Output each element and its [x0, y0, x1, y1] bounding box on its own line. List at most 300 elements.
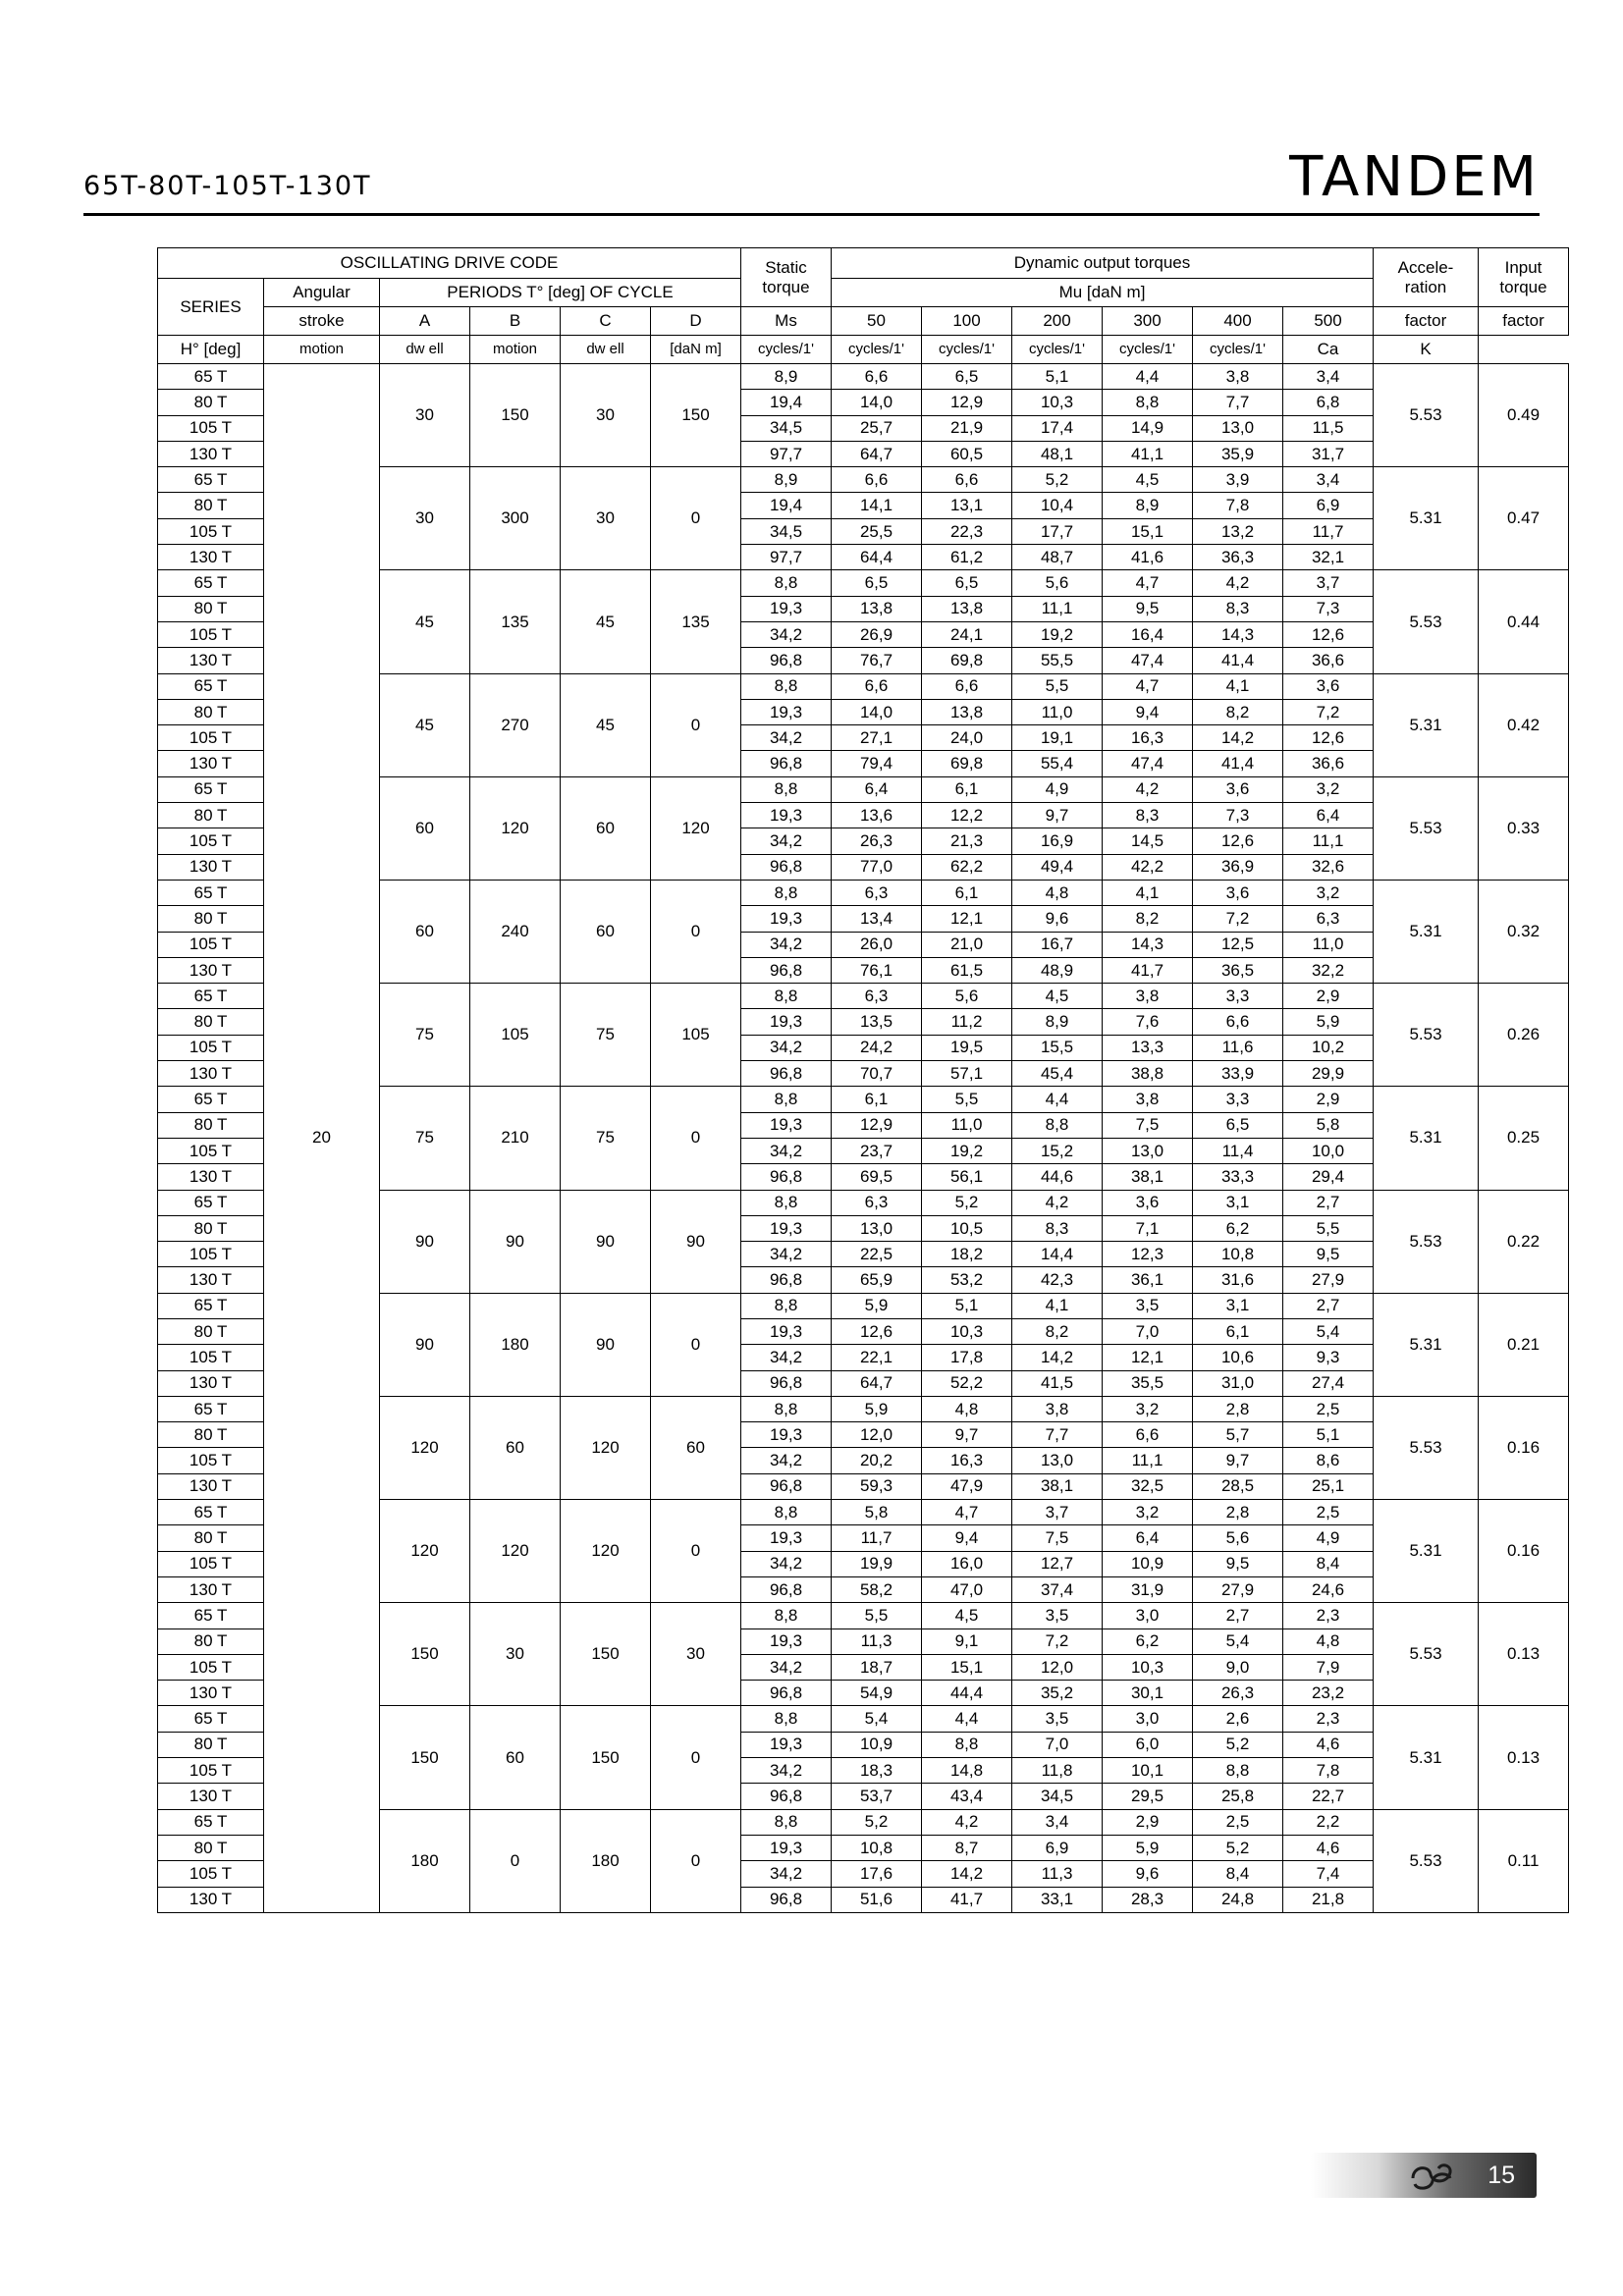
- cell-mu-100: 5,6: [922, 984, 1012, 1009]
- cell-mu-300: 7,6: [1103, 1009, 1193, 1035]
- cell-mu-200: 7,7: [1012, 1422, 1103, 1448]
- cell-series: 65 T: [158, 467, 264, 493]
- cell-series: 130 T: [158, 441, 264, 466]
- cell-static-torque: 96,8: [741, 1473, 832, 1499]
- cell-mu-100: 10,3: [922, 1318, 1012, 1344]
- cell-series: 80 T: [158, 906, 264, 932]
- cell-mu-200: 9,7: [1012, 803, 1103, 828]
- cell-mu-300: 10,1: [1103, 1758, 1193, 1784]
- cell-mu-200: 4,2: [1012, 1190, 1103, 1215]
- cell-mu-200: 35,2: [1012, 1681, 1103, 1706]
- cell-mu-100: 14,2: [922, 1861, 1012, 1887]
- cell-mu-50: 6,4: [832, 776, 922, 802]
- cell-mu-100: 53,2: [922, 1267, 1012, 1293]
- cell-mu-300: 3,0: [1103, 1603, 1193, 1629]
- cell-period-c: 30: [561, 467, 651, 570]
- cell-mu-50: 20,2: [832, 1448, 922, 1473]
- cell-series: 65 T: [158, 570, 264, 596]
- cell-static-torque: 8,8: [741, 1809, 832, 1835]
- cell-static-torque: 96,8: [741, 1164, 832, 1190]
- cell-mu-300: 31,9: [1103, 1576, 1193, 1602]
- header-mu-unit-500: cycles/1': [1193, 336, 1283, 364]
- cell-mu-300: 4,7: [1103, 570, 1193, 596]
- cell-mu-200: 10,4: [1012, 493, 1103, 518]
- cell-mu-400: 36,3: [1193, 545, 1283, 570]
- cell-mu-400: 11,6: [1193, 1035, 1283, 1060]
- cell-mu-50: 14,1: [832, 493, 922, 518]
- cell-mu-100: 19,2: [922, 1138, 1012, 1163]
- cell-mu-400: 10,6: [1193, 1345, 1283, 1370]
- cell-mu-500: 2,3: [1283, 1706, 1374, 1732]
- cell-mu-400: 27,9: [1193, 1576, 1283, 1602]
- cell-mu-200: 55,5: [1012, 648, 1103, 673]
- cell-series: 65 T: [158, 984, 264, 1009]
- header-mu-100: 100: [922, 307, 1012, 336]
- cell-period-b: 270: [470, 673, 561, 776]
- cell-mu-50: 6,6: [832, 673, 922, 699]
- cell-mu-100: 47,0: [922, 1576, 1012, 1602]
- cell-period-c: 45: [561, 570, 651, 673]
- cell-mu-100: 4,4: [922, 1706, 1012, 1732]
- cell-mu-300: 11,1: [1103, 1448, 1193, 1473]
- cell-mu-200: 11,1: [1012, 596, 1103, 621]
- cell-mu-100: 5,1: [922, 1293, 1012, 1318]
- cell-input-torque-factor: 0.21: [1479, 1293, 1569, 1396]
- cell-mu-300: 16,4: [1103, 621, 1193, 647]
- cell-period-c: 60: [561, 880, 651, 983]
- header-series: SERIES: [158, 279, 264, 336]
- cell-mu-50: 64,7: [832, 441, 922, 466]
- cell-period-a: 120: [380, 1500, 470, 1603]
- cell-input-torque-factor: 0.32: [1479, 880, 1569, 983]
- cell-series: 130 T: [158, 854, 264, 880]
- cell-series: 105 T: [158, 518, 264, 544]
- cell-mu-300: 12,1: [1103, 1345, 1193, 1370]
- cell-mu-400: 24,8: [1193, 1887, 1283, 1912]
- header-static-torque: [741, 248, 832, 307]
- cell-mu-200: 16,7: [1012, 932, 1103, 957]
- cell-mu-500: 11,5: [1283, 415, 1374, 441]
- cell-mu-200: 19,2: [1012, 621, 1103, 647]
- cell-mu-100: 24,0: [922, 725, 1012, 751]
- cell-series: 80 T: [158, 803, 264, 828]
- cell-mu-50: 13,0: [832, 1215, 922, 1241]
- cell-mu-300: 8,9: [1103, 493, 1193, 518]
- cell-mu-50: 18,3: [832, 1758, 922, 1784]
- cell-mu-300: 10,9: [1103, 1551, 1193, 1576]
- cell-period-d: 0: [651, 1500, 741, 1603]
- cell-mu-300: 12,3: [1103, 1242, 1193, 1267]
- cell-period-a: 75: [380, 984, 470, 1087]
- cell-static-torque: 19,3: [741, 1112, 832, 1138]
- cell-static-torque: 34,2: [741, 1654, 832, 1680]
- header-col-a: A: [380, 307, 470, 336]
- cell-static-torque: 34,2: [741, 828, 832, 854]
- cell-mu-50: 12,6: [832, 1318, 922, 1344]
- cell-mu-200: 4,5: [1012, 984, 1103, 1009]
- cell-mu-50: 70,7: [832, 1061, 922, 1087]
- cell-series: 80 T: [158, 390, 264, 415]
- cell-mu-400: 3,6: [1193, 776, 1283, 802]
- cell-series: 65 T: [158, 1706, 264, 1732]
- cell-mu-50: 13,4: [832, 906, 922, 932]
- cell-mu-400: 2,5: [1193, 1809, 1283, 1835]
- cell-mu-200: 3,7: [1012, 1500, 1103, 1525]
- input-line2: torque: [1499, 277, 1547, 296]
- cell-period-c: 30: [561, 364, 651, 467]
- cell-mu-100: 8,7: [922, 1835, 1012, 1860]
- header-mu-500: 500: [1283, 307, 1374, 336]
- cell-mu-100: 43,4: [922, 1784, 1012, 1809]
- cell-mu-500: 11,1: [1283, 828, 1374, 854]
- header-divider: [83, 213, 1540, 216]
- cell-series: 105 T: [158, 1035, 264, 1060]
- cell-mu-50: 58,2: [832, 1576, 922, 1602]
- cell-mu-200: 12,0: [1012, 1654, 1103, 1680]
- cell-mu-400: 5,7: [1193, 1422, 1283, 1448]
- cell-mu-300: 47,4: [1103, 648, 1193, 673]
- cell-mu-500: 12,6: [1283, 725, 1374, 751]
- cell-mu-300: 41,1: [1103, 441, 1193, 466]
- cell-mu-50: 5,9: [832, 1293, 922, 1318]
- cell-mu-500: 5,8: [1283, 1112, 1374, 1138]
- cell-mu-400: 9,0: [1193, 1654, 1283, 1680]
- cell-mu-50: 24,2: [832, 1035, 922, 1060]
- cell-mu-200: 4,9: [1012, 776, 1103, 802]
- cell-mu-500: 11,7: [1283, 518, 1374, 544]
- cell-static-torque: 19,3: [741, 1732, 832, 1757]
- cell-mu-50: 5,2: [832, 1809, 922, 1835]
- cell-mu-400: 5,4: [1193, 1629, 1283, 1654]
- cell-mu-200: 8,9: [1012, 1009, 1103, 1035]
- cell-mu-500: 2,9: [1283, 1087, 1374, 1112]
- cell-mu-500: 32,1: [1283, 545, 1374, 570]
- cell-static-torque: 19,3: [741, 1009, 832, 1035]
- cell-mu-50: 25,7: [832, 415, 922, 441]
- cell-mu-200: 14,4: [1012, 1242, 1103, 1267]
- cell-mu-300: 9,5: [1103, 596, 1193, 621]
- cell-mu-100: 12,1: [922, 906, 1012, 932]
- cell-input-torque-factor: 0.16: [1479, 1396, 1569, 1499]
- cell-mu-50: 51,6: [832, 1887, 922, 1912]
- cell-mu-50: 6,6: [832, 364, 922, 390]
- cell-mu-400: 36,9: [1193, 854, 1283, 880]
- cell-mu-400: 2,8: [1193, 1396, 1283, 1421]
- cell-series: 105 T: [158, 1551, 264, 1576]
- cell-mu-500: 3,4: [1283, 364, 1374, 390]
- cell-input-torque-factor: 0.25: [1479, 1087, 1569, 1190]
- cell-mu-400: 8,3: [1193, 596, 1283, 621]
- cell-mu-50: 5,4: [832, 1706, 922, 1732]
- cell-mu-200: 6,9: [1012, 1835, 1103, 1860]
- cell-period-d: 0: [651, 1087, 741, 1190]
- cell-static-torque: 34,2: [741, 1345, 832, 1370]
- cell-input-torque-factor: 0.13: [1479, 1706, 1569, 1809]
- cell-mu-200: 5,5: [1012, 673, 1103, 699]
- cell-mu-200: 3,5: [1012, 1706, 1103, 1732]
- cell-mu-300: 38,1: [1103, 1164, 1193, 1190]
- cell-mu-200: 5,2: [1012, 467, 1103, 493]
- cell-mu-100: 21,9: [922, 415, 1012, 441]
- accel-line1: Accele-: [1397, 257, 1454, 277]
- cell-mu-300: 47,4: [1103, 751, 1193, 776]
- spec-table-container: [157, 247, 1569, 1913]
- cell-static-torque: 8,8: [741, 1603, 832, 1629]
- cell-mu-300: 28,3: [1103, 1887, 1193, 1912]
- cell-mu-50: 6,3: [832, 880, 922, 905]
- cell-mu-200: 8,3: [1012, 1215, 1103, 1241]
- cell-mu-100: 9,4: [922, 1525, 1012, 1551]
- cell-mu-100: 5,2: [922, 1190, 1012, 1215]
- cell-static-torque: 34,2: [741, 1861, 832, 1887]
- cell-mu-100: 44,4: [922, 1681, 1012, 1706]
- cell-mu-200: 15,5: [1012, 1035, 1103, 1060]
- cell-series: 80 T: [158, 1112, 264, 1138]
- cell-series: 65 T: [158, 1500, 264, 1525]
- cell-acceleration-factor: 5.31: [1374, 1500, 1479, 1603]
- header-mu-unit-400: cycles/1': [1103, 336, 1193, 364]
- header-col-a-sub: motion: [264, 336, 380, 364]
- cell-mu-50: 10,9: [832, 1732, 922, 1757]
- cell-mu-300: 14,3: [1103, 932, 1193, 957]
- cell-mu-50: 6,6: [832, 467, 922, 493]
- cell-static-torque: 96,8: [741, 1370, 832, 1396]
- cell-mu-400: 9,7: [1193, 1448, 1283, 1473]
- cell-period-d: 60: [651, 1396, 741, 1499]
- cell-series: 105 T: [158, 1654, 264, 1680]
- cell-mu-200: 9,6: [1012, 906, 1103, 932]
- cell-mu-400: 28,5: [1193, 1473, 1283, 1499]
- cell-series: 105 T: [158, 1242, 264, 1267]
- cell-mu-300: 5,9: [1103, 1835, 1193, 1860]
- cell-mu-500: 9,3: [1283, 1345, 1374, 1370]
- cell-mu-300: 6,2: [1103, 1629, 1193, 1654]
- cell-mu-100: 57,1: [922, 1061, 1012, 1087]
- cell-mu-100: 21,3: [922, 828, 1012, 854]
- cell-mu-100: 21,0: [922, 932, 1012, 957]
- cell-input-torque-factor: 0.26: [1479, 984, 1569, 1087]
- cell-mu-200: 3,4: [1012, 1809, 1103, 1835]
- header-mu-300: 300: [1103, 307, 1193, 336]
- cell-mu-400: 7,3: [1193, 803, 1283, 828]
- dynamic-title: Dynamic output torques: [1013, 253, 1191, 273]
- cell-period-a: 75: [380, 1087, 470, 1190]
- cell-mu-100: 6,1: [922, 880, 1012, 905]
- cell-mu-500: 4,9: [1283, 1525, 1374, 1551]
- cell-mu-200: 15,2: [1012, 1138, 1103, 1163]
- cell-mu-500: 5,5: [1283, 1215, 1374, 1241]
- cell-series: 80 T: [158, 1215, 264, 1241]
- cell-period-c: 45: [561, 673, 651, 776]
- cell-acceleration-factor: 5.53: [1374, 984, 1479, 1087]
- cell-input-torque-factor: 0.47: [1479, 467, 1569, 570]
- cell-mu-100: 47,9: [922, 1473, 1012, 1499]
- cell-mu-300: 4,2: [1103, 776, 1193, 802]
- header-input-line3: factor: [1479, 307, 1569, 336]
- header-col-c-sub: motion: [470, 336, 561, 364]
- cell-series: 80 T: [158, 1525, 264, 1551]
- cell-period-c: 90: [561, 1293, 651, 1396]
- cell-period-b: 60: [470, 1396, 561, 1499]
- cell-period-b: 240: [470, 880, 561, 983]
- cell-mu-100: 14,8: [922, 1758, 1012, 1784]
- cell-mu-50: 13,6: [832, 803, 922, 828]
- cell-period-a: 60: [380, 880, 470, 983]
- cell-series: 105 T: [158, 415, 264, 441]
- cell-mu-500: 9,5: [1283, 1242, 1374, 1267]
- cell-mu-100: 5,5: [922, 1087, 1012, 1112]
- cell-mu-300: 3,0: [1103, 1706, 1193, 1732]
- cell-mu-300: 7,5: [1103, 1112, 1193, 1138]
- header-ms-symbol: Ms: [741, 307, 832, 336]
- cell-series: 130 T: [158, 1267, 264, 1293]
- cell-mu-50: 65,9: [832, 1267, 922, 1293]
- header-periods: PERIODS T° [deg] OF CYCLE: [380, 279, 741, 307]
- table-body: [158, 364, 1569, 1913]
- cell-mu-400: 41,4: [1193, 751, 1283, 776]
- header-oscillating-drive-code: OSCILLATING DRIVE CODE: [158, 248, 741, 279]
- cell-series: 130 T: [158, 751, 264, 776]
- cell-mu-400: 3,8: [1193, 364, 1283, 390]
- cell-mu-50: 76,7: [832, 648, 922, 673]
- header-mu: Mu [daN m]: [832, 279, 1374, 307]
- cell-mu-400: 4,1: [1193, 673, 1283, 699]
- cell-series: 130 T: [158, 957, 264, 983]
- cell-acceleration-factor: 5.53: [1374, 570, 1479, 673]
- cell-acceleration-factor: 5.31: [1374, 880, 1479, 983]
- cell-mu-50: 27,1: [832, 725, 922, 751]
- header-row-1: [158, 248, 1569, 279]
- cell-series: 105 T: [158, 1758, 264, 1784]
- cell-period-a: 150: [380, 1706, 470, 1809]
- cell-mu-400: 13,0: [1193, 415, 1283, 441]
- cell-mu-100: 22,3: [922, 518, 1012, 544]
- cell-mu-100: 61,2: [922, 545, 1012, 570]
- cell-mu-400: 9,5: [1193, 1551, 1283, 1576]
- cell-static-torque: 34,2: [741, 1035, 832, 1060]
- cell-mu-400: 3,6: [1193, 880, 1283, 905]
- cell-period-d: 120: [651, 776, 741, 880]
- cell-period-d: 0: [651, 880, 741, 983]
- cell-mu-50: 13,5: [832, 1009, 922, 1035]
- cell-acceleration-factor: 5.31: [1374, 1087, 1479, 1190]
- cell-period-a: 60: [380, 776, 470, 880]
- cell-period-b: 300: [470, 467, 561, 570]
- cell-mu-300: 38,8: [1103, 1061, 1193, 1087]
- cell-series: 80 T: [158, 1318, 264, 1344]
- cell-mu-100: 9,1: [922, 1629, 1012, 1654]
- cell-mu-300: 35,5: [1103, 1370, 1193, 1396]
- cell-input-torque-factor: 0.11: [1479, 1809, 1569, 1912]
- cell-static-torque: 19,3: [741, 1422, 832, 1448]
- cell-mu-500: 4,8: [1283, 1629, 1374, 1654]
- cell-static-torque: 34,2: [741, 1242, 832, 1267]
- cell-series: 65 T: [158, 1603, 264, 1629]
- cell-mu-200: 16,9: [1012, 828, 1103, 854]
- cell-acceleration-factor: 5.53: [1374, 1603, 1479, 1706]
- cell-mu-500: 7,2: [1283, 699, 1374, 724]
- cell-period-b: 210: [470, 1087, 561, 1190]
- cell-static-torque: 34,2: [741, 1138, 832, 1163]
- cell-series: 80 T: [158, 596, 264, 621]
- cell-series: 65 T: [158, 364, 264, 390]
- cell-static-torque: 19,3: [741, 699, 832, 724]
- cell-mu-100: 69,8: [922, 751, 1012, 776]
- cell-static-torque: 8,8: [741, 673, 832, 699]
- cell-mu-50: 77,0: [832, 854, 922, 880]
- cell-mu-400: 7,2: [1193, 906, 1283, 932]
- header-mu-unit-100: cycles/1': [832, 336, 922, 364]
- cell-series: 65 T: [158, 1190, 264, 1215]
- cell-mu-50: 14,0: [832, 699, 922, 724]
- cell-mu-200: 44,6: [1012, 1164, 1103, 1190]
- cell-mu-400: 14,2: [1193, 725, 1283, 751]
- cell-mu-500: 2,7: [1283, 1293, 1374, 1318]
- cell-period-b: 0: [470, 1809, 561, 1912]
- header-col-c: C: [561, 307, 651, 336]
- cell-static-torque: 34,2: [741, 932, 832, 957]
- cell-mu-50: 26,3: [832, 828, 922, 854]
- cell-static-torque: 8,8: [741, 1396, 832, 1421]
- cell-mu-100: 56,1: [922, 1164, 1012, 1190]
- cell-period-a: 45: [380, 570, 470, 673]
- cell-mu-50: 12,0: [832, 1422, 922, 1448]
- cell-mu-50: 10,8: [832, 1835, 922, 1860]
- cell-static-torque: 8,9: [741, 467, 832, 493]
- cell-series: 130 T: [158, 1681, 264, 1706]
- cell-mu-400: 13,2: [1193, 518, 1283, 544]
- cell-series: 105 T: [158, 725, 264, 751]
- cell-mu-500: 29,4: [1283, 1164, 1374, 1190]
- cell-mu-100: 4,8: [922, 1396, 1012, 1421]
- cell-mu-500: 10,0: [1283, 1138, 1374, 1163]
- brand-title: TANDEM: [1289, 145, 1540, 209]
- cell-period-d: 135: [651, 570, 741, 673]
- cell-mu-500: 3,4: [1283, 467, 1374, 493]
- cell-mu-400: 31,6: [1193, 1267, 1283, 1293]
- cell-period-b: 180: [470, 1293, 561, 1396]
- header-angular-stroke-line1: Angular: [264, 279, 380, 307]
- header-col-b-sub: dw ell: [380, 336, 470, 364]
- cell-mu-50: 53,7: [832, 1784, 922, 1809]
- spec-table: [157, 247, 1569, 1913]
- cell-mu-100: 24,1: [922, 621, 1012, 647]
- cell-period-d: 0: [651, 673, 741, 776]
- cell-mu-200: 4,4: [1012, 1087, 1103, 1112]
- cell-series: 80 T: [158, 1009, 264, 1035]
- cell-series: 130 T: [158, 1576, 264, 1602]
- cell-mu-500: 21,8: [1283, 1887, 1374, 1912]
- cell-mu-400: 4,2: [1193, 570, 1283, 596]
- cell-mu-400: 14,3: [1193, 621, 1283, 647]
- cell-angular-stroke: 20: [264, 364, 380, 1913]
- cell-static-torque: 96,8: [741, 1784, 832, 1809]
- cell-static-torque: 8,8: [741, 880, 832, 905]
- cell-mu-500: 4,6: [1283, 1835, 1374, 1860]
- cell-mu-300: 29,5: [1103, 1784, 1193, 1809]
- cell-series: 130 T: [158, 1473, 264, 1499]
- cell-static-torque: 8,9: [741, 364, 832, 390]
- cell-mu-100: 9,7: [922, 1422, 1012, 1448]
- cell-mu-100: 11,2: [922, 1009, 1012, 1035]
- cell-mu-50: 5,8: [832, 1500, 922, 1525]
- cell-mu-200: 41,5: [1012, 1370, 1103, 1396]
- cell-mu-400: 2,7: [1193, 1603, 1283, 1629]
- header-accel-line3: factor: [1374, 307, 1479, 336]
- cell-period-c: 60: [561, 776, 651, 880]
- cell-mu-300: 30,1: [1103, 1681, 1193, 1706]
- header-ms-unit: [daN m]: [651, 336, 741, 364]
